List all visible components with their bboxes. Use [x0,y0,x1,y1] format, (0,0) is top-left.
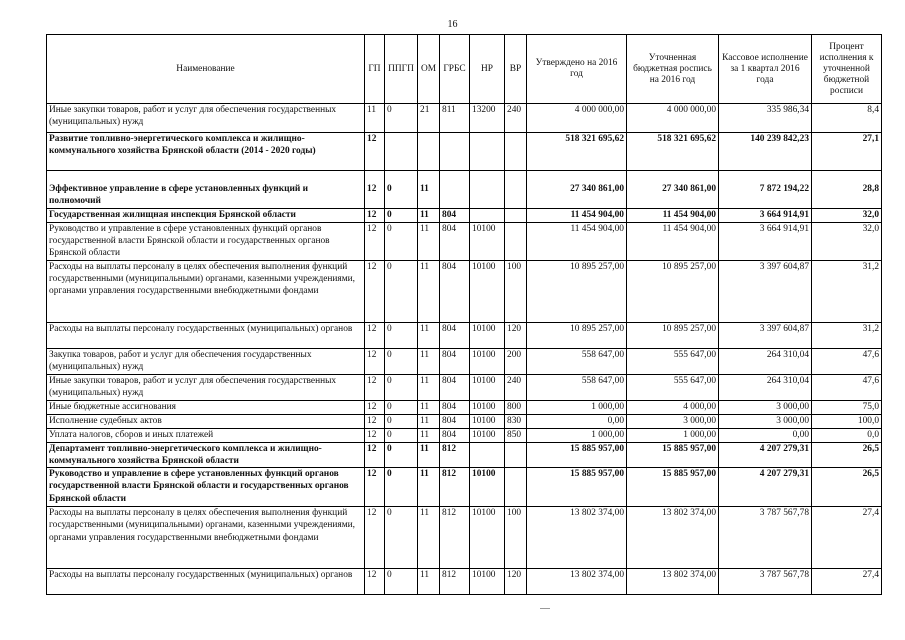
table-row [47,104,882,133]
cell-nr: 10100 [470,414,505,428]
cell-nr [470,442,505,468]
cell-vr: 240 [505,104,527,133]
cell-cash: 264 310,04 [719,374,812,400]
cell-gp: 12 [365,442,385,468]
cell-approved: 558 647,00 [527,374,627,400]
cell-ppgp: 0 [385,428,418,442]
cell-name: Расходы на выплаты персоналу в целях обеспечения выполнения функций государственными (муниципальными) органами, казенными учреждениями, органами управления государственными внебюджетными фондами [47,507,365,569]
cell-ppgp: 0 [385,374,418,400]
cell-approved: 13 802 374,00 [527,507,627,569]
cell-percent: 27,4 [812,569,882,595]
cell-gp: 12 [365,208,385,222]
cell-grbs [440,133,470,171]
cell-approved: 518 321 695,62 [527,133,627,171]
table-row [47,322,882,348]
cell-approved: 15 885 957,00 [527,442,627,468]
cell-grbs: 804 [440,374,470,400]
cell-percent: 31,2 [812,260,882,322]
cell-gp: 12 [365,348,385,374]
cell-approved: 558 647,00 [527,348,627,374]
cell-grbs [440,171,470,209]
cell-refined: 1 000,00 [627,428,719,442]
table-row [47,171,882,209]
cell-grbs: 804 [440,428,470,442]
cell-percent: 0,0 [812,428,882,442]
table-row [47,468,882,507]
cell-name: Иные закупки товаров, работ и услуг для обеспечения государственных (муниципальных) нужд [47,374,365,400]
header-vr: ВР [505,35,527,104]
cell-nr: 10100 [470,260,505,322]
cell-refined: 13 802 374,00 [627,569,719,595]
cell-approved: 27 340 861,00 [527,171,627,209]
cell-ppgp [385,133,418,171]
table-row [47,428,882,442]
cell-vr [505,222,527,260]
cell-approved: 0,00 [527,414,627,428]
cell-om: 11 [418,348,440,374]
cell-om: 11 [418,414,440,428]
cell-refined: 27 340 861,00 [627,171,719,209]
cell-cash: 3 664 914,91 [719,208,812,222]
cell-percent: 27,1 [812,133,882,171]
cell-grbs: 804 [440,208,470,222]
cell-vr: 100 [505,260,527,322]
cell-nr: 10100 [470,322,505,348]
cell-approved: 13 802 374,00 [527,569,627,595]
cell-gp: 12 [365,171,385,209]
cell-vr: 830 [505,414,527,428]
cell-cash: 264 310,04 [719,348,812,374]
cell-percent: 47,6 [812,374,882,400]
cell-approved: 10 895 257,00 [527,322,627,348]
table-row [47,414,882,428]
cell-ppgp: 0 [385,468,418,507]
cell-approved: 11 454 904,00 [527,208,627,222]
cell-ppgp: 0 [385,171,418,209]
cell-ppgp: 0 [385,208,418,222]
cell-cash: 3 787 567,78 [719,507,812,569]
cell-name: Расходы на выплаты персоналу государственных (муниципальных) органов [47,569,365,595]
cell-refined: 13 802 374,00 [627,507,719,569]
cell-om: 11 [418,400,440,414]
cell-vr [505,208,527,222]
cell-cash: 0,00 [719,428,812,442]
cell-name: Расходы на выплаты персоналу в целях обеспечения выполнения функций государственными (муниципальными) органами, казенными учреждениями, органами управления государственными внебюджетными фондами [47,260,365,322]
cell-name: Уплата налогов, сборов и иных платежей [47,428,365,442]
cell-approved: 4 000 000,00 [527,104,627,133]
cell-gp: 12 [365,400,385,414]
cell-vr [505,468,527,507]
cell-nr: 10100 [470,569,505,595]
header-name: Наименование [47,35,365,104]
cell-percent: 32,0 [812,208,882,222]
table-row [47,507,882,569]
cell-vr: 100 [505,507,527,569]
header-ppgp: ППГП [385,35,418,104]
cell-refined: 10 895 257,00 [627,260,719,322]
table-row [47,374,882,400]
cell-om: 11 [418,569,440,595]
header-nr: НР [470,35,505,104]
cell-ppgp: 0 [385,400,418,414]
cell-vr: 240 [505,374,527,400]
cell-name: Руководство и управление в сфере установленных функций органов государственной власти Брянской области и государственных органов Брянской области [47,468,365,507]
cell-percent: 26,5 [812,468,882,507]
cell-grbs: 804 [440,400,470,414]
cell-percent: 31,2 [812,322,882,348]
cell-gp: 12 [365,569,385,595]
cell-percent: 27,4 [812,507,882,569]
header-om: ОМ [418,35,440,104]
cell-name: Эффективное управление в сфере установленных функций и полномочий [47,171,365,209]
cell-nr: 10100 [470,468,505,507]
cell-nr: 10100 [470,374,505,400]
cell-gp: 12 [365,414,385,428]
cell-gp: 12 [365,428,385,442]
cell-om [418,133,440,171]
cell-refined: 11 454 904,00 [627,222,719,260]
cell-refined: 4 000 000,00 [627,104,719,133]
cell-grbs: 811 [440,104,470,133]
header-grbs: ГРБС [440,35,470,104]
cell-vr [505,171,527,209]
cell-refined: 4 000,00 [627,400,719,414]
cell-approved: 10 895 257,00 [527,260,627,322]
page-number: 16 [447,19,458,30]
cell-approved: 1 000,00 [527,400,627,414]
table-body [47,104,882,595]
cell-cash: 3 000,00 [719,414,812,428]
cell-refined: 3 000,00 [627,414,719,428]
cell-gp: 11 [365,104,385,133]
cell-cash: 7 872 194,22 [719,171,812,209]
cell-refined: 11 454 904,00 [627,208,719,222]
cell-name: Исполнение судебных актов [47,414,365,428]
cell-ppgp: 0 [385,348,418,374]
cell-approved: 1 000,00 [527,428,627,442]
cell-cash: 3 397 604,87 [719,322,812,348]
table-row [47,208,882,222]
cell-cash: 3 664 914,91 [719,222,812,260]
cell-nr [470,133,505,171]
cell-nr [470,208,505,222]
cell-om: 21 [418,104,440,133]
cell-cash: 335 986,34 [719,104,812,133]
cell-om: 11 [418,222,440,260]
budget-table [46,34,882,595]
table-row [47,260,882,322]
table-row [47,442,882,468]
header-refined: Уточненная бюджетная роспись на 2016 год [627,35,719,104]
cell-cash: 4 207 279,31 [719,442,812,468]
cell-grbs: 812 [440,507,470,569]
cell-ppgp: 0 [385,260,418,322]
cell-ppgp: 0 [385,569,418,595]
cell-grbs: 812 [440,442,470,468]
cell-percent: 8,4 [812,104,882,133]
cell-percent: 100,0 [812,414,882,428]
cell-refined: 15 885 957,00 [627,442,719,468]
cell-vr: 850 [505,428,527,442]
cell-nr: 10100 [470,348,505,374]
cell-name: Руководство и управление в сфере установленных функций органов государственной власти Брянской области и государственных органов Брянской области [47,222,365,260]
cell-nr: 10100 [470,428,505,442]
header-approved: Утверждено на 2016 год [527,35,627,104]
cell-name: Государственная жилищная инспекция Брянской области [47,208,365,222]
cell-om: 11 [418,374,440,400]
cell-om: 11 [418,208,440,222]
cell-cash: 4 207 279,31 [719,468,812,507]
cell-om: 11 [418,428,440,442]
cell-gp: 12 [365,260,385,322]
cell-grbs: 804 [440,260,470,322]
cell-vr: 120 [505,569,527,595]
cell-name: Расходы на выплаты персоналу государственных (муниципальных) органов [47,322,365,348]
cell-percent: 75,0 [812,400,882,414]
cell-ppgp: 0 [385,322,418,348]
cell-ppgp: 0 [385,507,418,569]
cell-grbs: 804 [440,348,470,374]
cell-cash: 3 000,00 [719,400,812,414]
table-row [47,133,882,171]
cell-name: Иные закупки товаров, работ и услуг для обеспечения государственных (муниципальных) нужд [47,104,365,133]
cell-gp: 12 [365,133,385,171]
cell-gp: 12 [365,507,385,569]
table-row [47,400,882,414]
cell-grbs: 812 [440,468,470,507]
cell-nr [470,171,505,209]
cell-om: 11 [418,442,440,468]
cell-percent: 26,5 [812,442,882,468]
table-row [47,222,882,260]
cell-vr [505,133,527,171]
cell-cash: 3 397 604,87 [719,260,812,322]
cell-ppgp: 0 [385,104,418,133]
cell-gp: 12 [365,222,385,260]
cell-percent: 47,6 [812,348,882,374]
cell-name: Департамент топливно-энергетического комплекса и жилищно-коммунального хозяйства Брянской области [47,442,365,468]
cell-grbs: 812 [440,569,470,595]
cell-gp: 12 [365,374,385,400]
cell-gp: 12 [365,322,385,348]
cell-vr: 120 [505,322,527,348]
cell-refined: 518 321 695,62 [627,133,719,171]
cell-om: 11 [418,507,440,569]
cell-gp: 12 [365,468,385,507]
cell-name: Развитие топливно-энергетического комплекса и жилищно-коммунального хозяйства Брянской области (2014 - 2020 годы) [47,133,365,171]
header-percent: Процент исполнения к уточненной бюджетной росписи [812,35,882,104]
cell-name: Закупка товаров, работ и услуг для обеспечения государственных (муниципальных) нужд [47,348,365,374]
cell-refined: 555 647,00 [627,348,719,374]
scan-mark [540,608,550,609]
cell-cash: 3 787 567,78 [719,569,812,595]
cell-om: 11 [418,322,440,348]
cell-nr: 13200 [470,104,505,133]
cell-cash: 140 239 842,23 [719,133,812,171]
cell-vr: 200 [505,348,527,374]
cell-nr: 10100 [470,222,505,260]
cell-ppgp: 0 [385,222,418,260]
cell-om: 11 [418,171,440,209]
cell-approved: 11 454 904,00 [527,222,627,260]
header-cash: Кассовое исполнение за 1 квартал 2016 года [719,35,812,104]
cell-om: 11 [418,468,440,507]
cell-refined: 15 885 957,00 [627,468,719,507]
header-gp: ГП [365,35,385,104]
cell-vr: 800 [505,400,527,414]
cell-nr: 10100 [470,400,505,414]
table-header-row [47,35,882,104]
table-row [47,569,882,595]
cell-vr [505,442,527,468]
cell-approved: 15 885 957,00 [527,468,627,507]
cell-ppgp: 0 [385,414,418,428]
cell-refined: 10 895 257,00 [627,322,719,348]
cell-percent: 32,0 [812,222,882,260]
table-row [47,348,882,374]
cell-grbs: 804 [440,322,470,348]
cell-ppgp: 0 [385,442,418,468]
cell-om: 11 [418,260,440,322]
cell-refined: 555 647,00 [627,374,719,400]
cell-grbs: 804 [440,414,470,428]
cell-nr: 10100 [470,507,505,569]
cell-percent: 28,8 [812,171,882,209]
cell-grbs: 804 [440,222,470,260]
cell-name: Иные бюджетные ассигнования [47,400,365,414]
